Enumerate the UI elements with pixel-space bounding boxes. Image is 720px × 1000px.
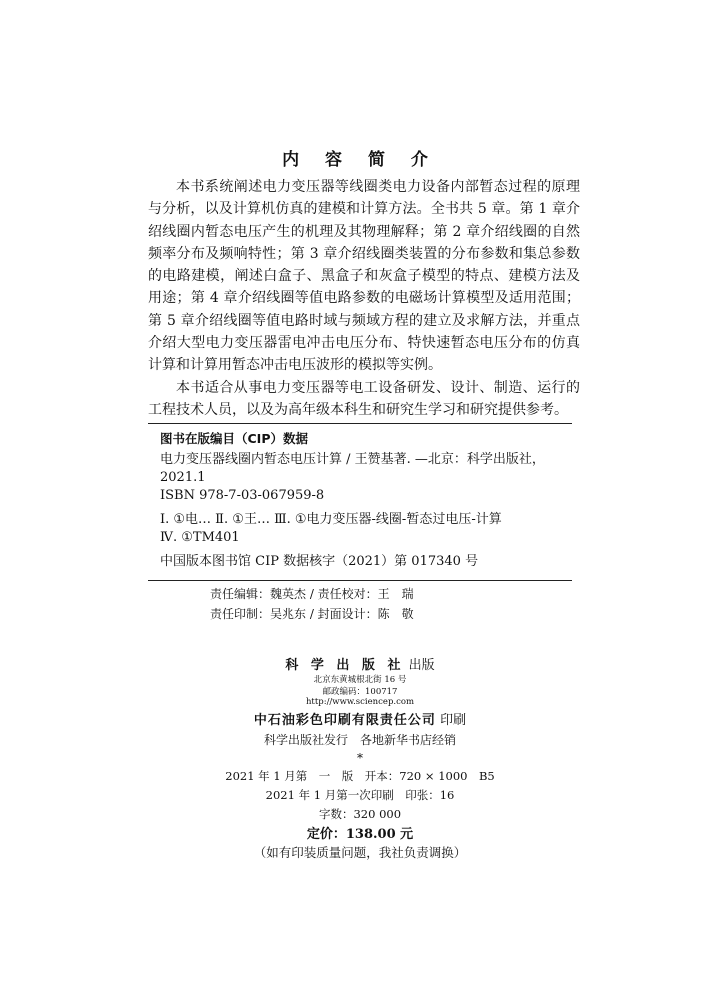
separator-star: * — [357, 751, 363, 765]
cip-classification-2: Ⅳ. ①TM401 — [160, 530, 240, 545]
printing-line: 2021 年 1 月第一次印刷 印张：16 — [265, 788, 455, 802]
credits-line-1: 责任编辑：魏英杰 / 责任校对：王 瑞 — [210, 587, 414, 601]
edition-line: 2021 年 1 月第 一 版 开本：720 × 1000 B5 — [225, 769, 495, 783]
summary-paragraph-1: 本书系统阐述电力变压器等线圈类电力设备内部暂态过程的原理与分析，以及计算机仿真的建模和计算方法。全书共 5 章。第 1 章介绍线圈内暂态电压产生的机理及其物理解释；第 2 章介绍线圈的自然频率分布及频响特性；第 3 章介绍线圈类装置的分布参数和集总参数的电路建模，阐述白盒子、黑盒子和灰盒子模型的特点、建模方法及用途；第 4 章介绍线圈等值电路参数的电磁场计算模型及适用范围；第 5 章介绍线圈等值电路时域与频域方程的建立及求解方法，并重点介绍大型电力变压器雷电冲击电压分布、特快速暂态电压分布的仿真计算和计算用暂态冲击电压波形的模拟等实例。 — [148, 179, 580, 374]
summary-body — [148, 176, 580, 421]
cip-top-rule — [148, 423, 572, 424]
cip-block — [160, 430, 570, 571]
credits-line-2: 责任印制：吴兆东 / 封面设计：陈 敬 — [210, 607, 414, 621]
cip-record-number: 中国版本图书馆 CIP 数据核字（2021）第 017340 号 — [160, 554, 479, 569]
publisher-postcode: 邮政编码：100717 — [322, 687, 398, 697]
publisher-name: 科 学 出 版 社 — [285, 658, 405, 673]
printer-name: 中石油彩色印刷有限责任公司 — [253, 713, 436, 728]
cip-bottom-rule — [148, 580, 572, 581]
editorial-credits — [210, 584, 550, 624]
cip-title-line: 电力变压器线圈内暂态电压计算 / 王赞基著. —北京：科学出版社， — [160, 452, 545, 467]
distribution-line: 科学出版社发行 各地新华书店经销 — [263, 733, 456, 747]
price-line — [0, 823, 720, 842]
publisher-suffix: 出版 — [408, 658, 435, 673]
publisher-line — [0, 654, 720, 673]
printer-line — [0, 709, 720, 728]
cip-date-line: 2021.1 — [160, 470, 206, 485]
price-value: 138.00 元 — [345, 827, 414, 842]
summary-paragraph-2: 本书适合从事电力变压器等电工设备研发、设计、制造、运行的工程技术人员，以及为高年级本科生和研究生学习和研究提供参考。 — [148, 379, 580, 418]
publisher-address: 北京东黄城根北街 16 号 — [313, 675, 407, 685]
cip-heading: 图书在版编目（CIP）数据 — [160, 431, 308, 446]
cip-classification-1: Ⅰ. ①电… Ⅱ. ①王… Ⅲ. ①电力变压器-线圈-暂态过电压-计算 — [160, 512, 502, 527]
publisher-url: http://www.sciencep.com — [305, 697, 415, 707]
page-title: 内 容 简 介 — [282, 150, 438, 170]
wordcount-line: 字数：320 000 — [318, 807, 402, 821]
cip-isbn: ISBN 978-7-03-067959-8 — [160, 488, 325, 503]
printer-suffix: 印刷 — [440, 713, 467, 728]
quality-notice: （如有印装质量问题，我社负责调换） — [253, 845, 467, 860]
price-label: 定价： — [306, 827, 346, 842]
